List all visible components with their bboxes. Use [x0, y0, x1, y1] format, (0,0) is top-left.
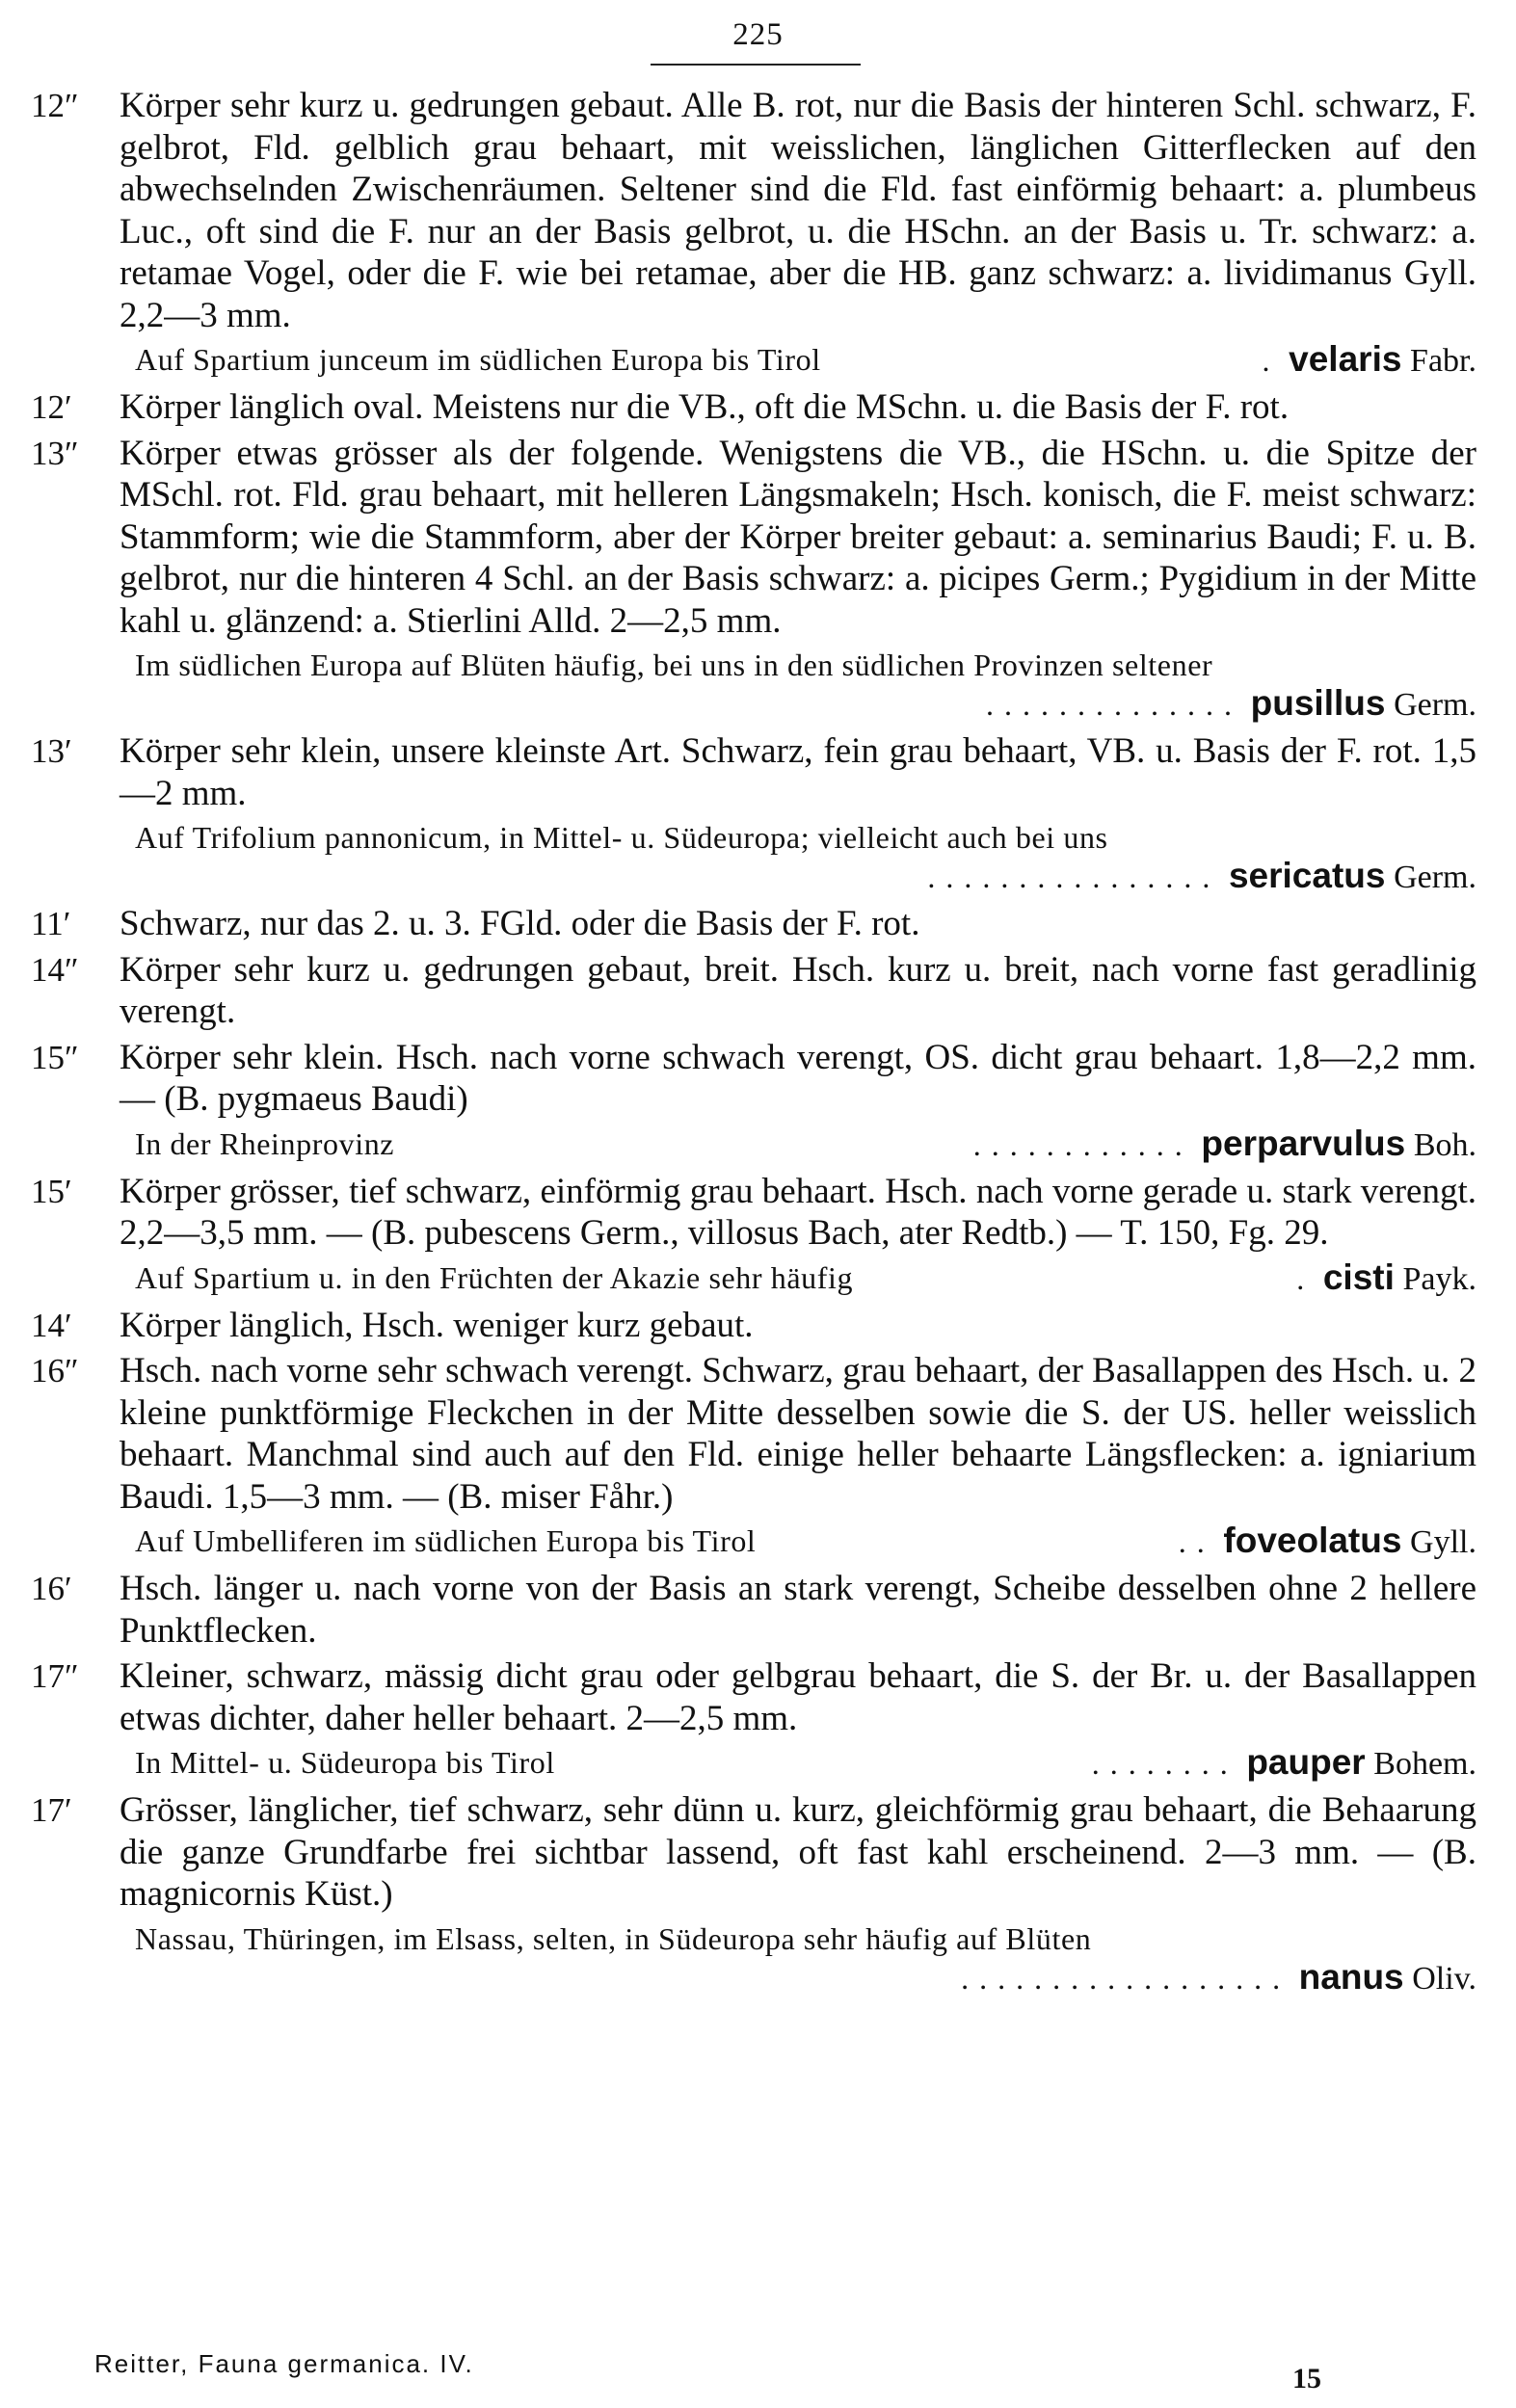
key-couplet	[31, 1568, 1476, 1652]
key-couplet	[31, 949, 1476, 1033]
header-rule	[651, 64, 861, 66]
couplet-text: Hsch. nach vorne sehr schwach verengt. Schwarz, grau behaart, der Basallappen des Hsch. u. 2 kleine punktförmige Fleckchen in der Mitte desselben sowie die S. der US. heller weisslich behaart. Manchmal sind auch auf den Fld. einige heller behaarte Längsflecken: a. igniarium Baudi. 1,5—3 mm. — (B. miser Fåhr.)	[120, 1351, 1476, 1517]
key-couplet	[31, 1655, 1476, 1739]
habitat-line	[31, 818, 1476, 897]
couplet-text: Hsch. länger u. nach vorne von der Basis an stark verengt, Scheibe desselben ohne 2 hellere Punktflecken.	[120, 1569, 1476, 1651]
habitat-text: Nassau, Thüringen, im Elsass, selten, in Südeuropa sehr häufig auf Blüten	[135, 1920, 1092, 1956]
habitat-line	[31, 646, 1476, 725]
species-name-group	[973, 1125, 1476, 1165]
key-couplet	[31, 1789, 1476, 1916]
habitat-text: Auf Spartium u. in den Früchten der Akazie sehr häufig	[135, 1259, 854, 1295]
couplet-text: Körper sehr klein. Hsch. nach vorne schwach verengt, OS. dicht grau behaart. 1,8—2,2 mm. — (B. pygmaeus Baudi)	[120, 1037, 1476, 1119]
key-couplet	[31, 1350, 1476, 1518]
key-couplet	[31, 433, 1476, 643]
key-couplet	[31, 85, 1476, 336]
key-couplet	[31, 386, 1476, 429]
species-name-group	[961, 1958, 1476, 1998]
couplet-number: 17″	[31, 1657, 79, 1695]
species-author: Gyll.	[1410, 1524, 1476, 1560]
couplet-number: 14″	[31, 950, 79, 989]
habitat-text: Auf Spartium junceum im südlichen Europa bis Tirol	[135, 342, 821, 377]
couplet-number: 11′	[31, 905, 71, 942]
species-author: Germ.	[1394, 687, 1476, 723]
leader-dots: ..	[1178, 1524, 1215, 1559]
species-name-group	[986, 684, 1476, 725]
couplet-number: 16′	[31, 1570, 72, 1607]
species-name-group	[1179, 1522, 1476, 1562]
leader-dots: .	[1262, 343, 1281, 378]
habitat-text: Auf Trifolium pannonicum, in Mittel- u. Südeuropa; vielleicht auch bei uns	[135, 820, 1108, 855]
signature-mark: 15	[1292, 2363, 1321, 2395]
couplet-number: 12′	[31, 388, 72, 426]
page-number: 225	[732, 17, 784, 52]
species-name: foveolatus	[1223, 1522, 1402, 1560]
couplet-number: 13″	[31, 434, 79, 472]
couplet-number: 14′	[31, 1306, 72, 1344]
species-author: Boh.	[1413, 1126, 1476, 1163]
habitat-line	[31, 1522, 1476, 1562]
couplet-text: Körper länglich, Hsch. weniger kurz gebaut.	[120, 1305, 754, 1345]
key-couplet	[31, 1305, 1476, 1347]
key-text	[31, 85, 1476, 2004]
species-author: Germ.	[1394, 860, 1476, 895]
species-name: pusillus	[1250, 683, 1386, 723]
couplet-number: 13′	[31, 732, 72, 770]
couplet-text: Körper grösser, tief schwarz, einförmig grau behaart. Hsch. nach vorne gerade u. stark verengt. 2,2—3,5 mm. — (B. pubescens Germ., villosus Bach, ater Redtb.) — T. 150, Fg. 29.	[120, 1171, 1476, 1253]
couplet-number: 17′	[31, 1791, 72, 1829]
leader-dots: ................	[927, 860, 1221, 894]
habitat-line	[31, 1919, 1476, 1998]
couplet-text: Körper etwas grösser als der folgende. Wenigstens die VB., die HSchn. u. die Spitze der MSchl. rot. Fld. grau behaart, mit helleren Längsmakeln; Hsch. konisch, die F. meist schwarz: Stammform; wie die Stammform, aber der Körper breiter gebaut: a. seminarius Baudi; F. u. B. gelbrot, nur die hinteren 4 Schl. an der Basis schwarz: a. picipes Germ.; Pygidium in der Mitte kahl u. glänzend: a. Stierlini Alld. 2—2,5 mm.	[120, 433, 1476, 641]
species-author: Oliv.	[1412, 1960, 1476, 1997]
habitat-line	[31, 340, 1476, 381]
couplet-number: 15′	[31, 1172, 72, 1210]
leader-dots: .	[1296, 1260, 1316, 1296]
habitat-line	[31, 1125, 1476, 1165]
species-author: Bohem.	[1373, 1746, 1476, 1782]
couplet-text: Schwarz, nur das 2. u. 3. FGld. oder die Basis der F. rot.	[120, 904, 920, 943]
species-author: Payk.	[1402, 1260, 1476, 1297]
couplet-text: Körper sehr klein, unsere kleinste Art. Schwarz, fein grau behaart, VB. u. Basis der F. rot. 1,5—2 mm.	[120, 731, 1476, 813]
couplet-text: Körper sehr kurz u. gedrungen gebaut. Alle B. rot, nur die Basis der hinteren Schl. schwarz, F. gelbrot, Fld. gelblich grau behaart, mit weisslichen, länglichen Gitterflecken auf den abwechselnden Zwischenräumen. Seltener sind die Fld. fast einförmig behaart: a. plumbeus Luc., oft sind die F. nur an der Basis gelbrot, u. die HSchn. an der Basis u. Tr. schwarz: a. retamae Vogel, oder die F. wie bei retamae, aber die HB. ganz schwarz: a. lividimanus Gyll. 2,2—3 mm.	[120, 86, 1476, 335]
couplet-number: 12″	[31, 87, 79, 124]
habitat-text: Im südlichen Europa auf Blüten häufig, bei uns in den südlichen Provinzen seltener	[135, 648, 1213, 682]
species-name-group	[1263, 340, 1476, 381]
couplet-text: Körper sehr kurz u. gedrungen gebaut, breit. Hsch. kurz u. breit, nach vorne fast geradlinig verengt.	[120, 949, 1476, 1031]
species-name-group	[1092, 1743, 1476, 1784]
species-name-group	[927, 857, 1476, 897]
leader-dots: ..............	[986, 687, 1243, 722]
species-name: cisti	[1322, 1257, 1395, 1297]
habitat-text: In Mittel- u. Südeuropa bis Tirol	[135, 1745, 555, 1780]
couplet-number: 15″	[31, 1038, 79, 1076]
species-name: nanus	[1298, 1956, 1404, 1997]
couplet-text: Kleiner, schwarz, mässig dicht grau oder gelbgrau behaart, die S. der Br. u. der Basallappen etwas dichter, daher heller behaart. 2—2,5 mm.	[120, 1656, 1476, 1738]
species-name-group	[1296, 1258, 1476, 1299]
key-couplet	[31, 1037, 1476, 1121]
species-name: pauper	[1246, 1743, 1366, 1782]
species-name: velaris	[1289, 340, 1402, 379]
key-couplet	[31, 730, 1476, 814]
couplet-text: Körper länglich oval. Meistens nur die VB., oft die MSchn. u. die Basis der F. rot.	[120, 387, 1290, 427]
habitat-text: Auf Umbelliferen im südlichen Europa bis Tirol	[135, 1523, 757, 1558]
leader-dots: ........	[1091, 1746, 1238, 1781]
couplet-number: 16″	[31, 1352, 79, 1389]
leader-dots: ..................	[961, 1960, 1291, 1996]
species-author: Fabr.	[1410, 343, 1476, 379]
species-name: sericatus	[1228, 856, 1386, 895]
leader-dots: ............	[972, 1126, 1193, 1162]
species-name: perparvulus	[1201, 1124, 1406, 1163]
key-couplet	[31, 1171, 1476, 1255]
key-couplet	[31, 903, 1476, 945]
habitat-line	[31, 1743, 1476, 1784]
couplet-text: Grösser, länglicher, tief schwarz, sehr dünn u. kurz, gleichförmig grau behaart, die Behaarung die ganze Grundfarbe frei sichtbar lassend, oft fast kahl erscheinend. 2—3 mm. — (B. magnicornis Küst.)	[120, 1790, 1476, 1914]
habitat-text: In der Rheinprovinz	[135, 1125, 395, 1161]
running-footer: Reitter, Fauna germanica. IV.	[94, 2349, 474, 2378]
habitat-line	[31, 1258, 1476, 1299]
